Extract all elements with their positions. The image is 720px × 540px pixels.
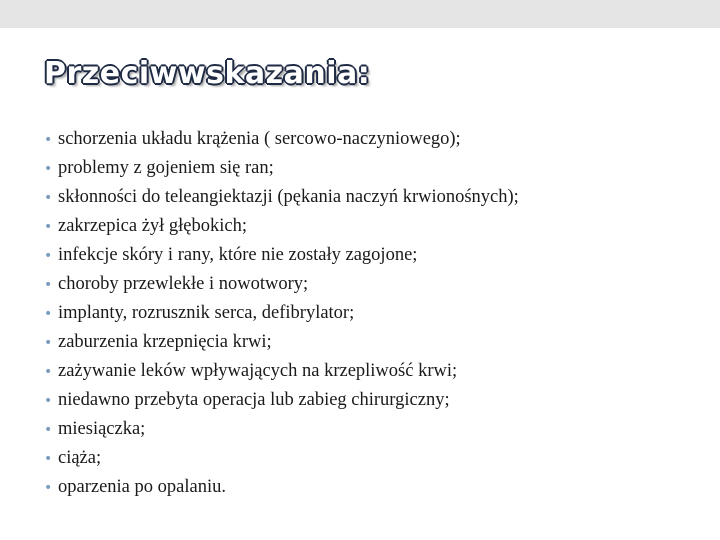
list-item-text: zażywanie leków wpływających na krzepliwość krwi; [58,361,458,381]
list-item-text: implanty, rozrusznik serca, defibrylator; [58,303,355,323]
list-item [44,448,704,477]
list-item [44,274,704,303]
list-item [44,332,704,361]
list-item-text: choroby przewlekłe i nowotwory; [58,274,309,294]
list-item-text: oparzenia po opalaniu. [58,477,226,497]
bullet-icon: • [44,393,53,409]
list-item [44,477,704,506]
list-item-text: schorzenia układu krążenia ( sercowo-naczyniowego); [58,129,461,149]
list-item [44,303,704,332]
list-item [44,361,704,390]
bullet-icon: • [44,190,53,206]
bullet-icon: • [44,161,53,177]
bullet-icon: • [44,364,53,380]
list-item [44,245,704,274]
bullet-icon: • [44,306,53,322]
list-item-text: miesiączka; [58,419,146,439]
list-item-text: skłonności do teleangiektazji (pękania naczyń krwionośnych); [58,187,519,207]
list-item [44,419,704,448]
list-item [44,129,704,158]
list-item-text: zakrzepica żył głębokich; [58,216,248,236]
bullet-icon: • [44,219,53,235]
top-band [0,0,720,28]
list-item-text: infekcje skóry i rany, które nie zostały zagojone; [58,245,418,265]
bullet-icon: • [44,451,53,467]
list-item [44,216,704,245]
list-item-text: problemy z gojeniem się ran; [58,158,274,178]
list-item [44,390,704,419]
list-item-text: zaburzenia krzepnięcia krwi; [58,332,272,352]
bullet-icon: • [44,248,53,264]
bullet-icon: • [44,422,53,438]
list-item [44,187,704,216]
bullet-icon: • [44,132,53,148]
bullet-icon: • [44,480,53,496]
bullet-icon: • [44,277,53,293]
slide-title: Przeciwwskazania: [44,56,371,91]
bullet-icon: • [44,335,53,351]
list-item [44,158,704,187]
list-item-text: niedawno przebyta operacja lub zabieg chirurgiczny; [58,390,450,410]
contraindications-list [44,129,704,506]
list-item-text: ciąża; [58,448,102,468]
